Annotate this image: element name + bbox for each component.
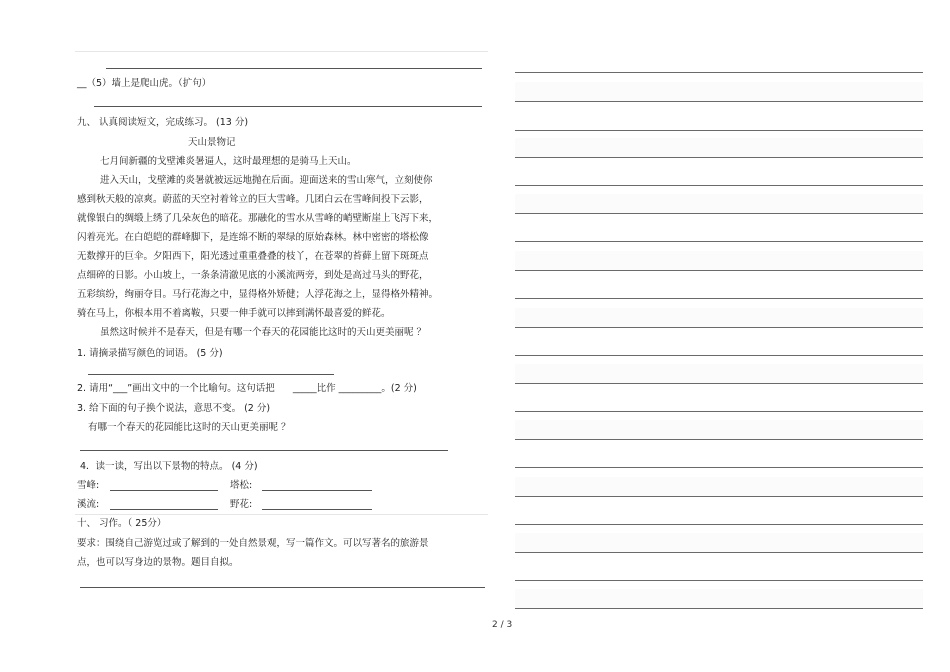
writing-line <box>515 608 923 609</box>
passage-line: 无数撑开的巨伞。夕阳西下，阳光透过重重叠叠的枝丫，在苍翠的苔藓上留下斑斑点 <box>77 251 429 262</box>
section10-heading: 十、 习作。（ 25分） <box>77 518 167 529</box>
item5-prefix: __ <box>77 78 87 89</box>
writing-line <box>515 213 923 214</box>
answer-line <box>88 374 334 375</box>
writing-line-shade <box>515 533 923 552</box>
page-number: 2 / 3 <box>492 620 513 630</box>
q2-part-b: ”画出文中的一个比喻句。这句话把 <box>127 383 275 394</box>
q2-blank2: _____ <box>292 383 317 394</box>
passage-line: 进入天山，戈壁滩的炎暑就被远远地抛在后面。迎面送来的雪山寒气，立刻使你 <box>100 175 433 186</box>
passage-line: 五彩缤纷，绚丽夺目。马行花海之中，显得格外矫健；人浮花海之上，显得格外精神。 <box>77 289 439 300</box>
writing-line-shade <box>515 251 923 270</box>
writing-line-shade <box>515 308 923 327</box>
requirement-line: 点，也可以写身边的景物。题目自拟。 <box>77 557 239 568</box>
answer-line <box>110 490 218 491</box>
writing-line-shade <box>515 420 923 439</box>
passage-line: 点细碎的日影。小山坡上，一条条清澈见底的小溪流两旁，到处是高过马头的野花， <box>77 270 429 281</box>
faint-rule <box>75 514 488 515</box>
q2-part-c: 比作 <box>316 383 336 394</box>
writing-line <box>515 185 923 186</box>
writing-line <box>515 580 923 581</box>
writing-line <box>515 467 923 468</box>
requirement-line: 要求：围绕自己游览过或了解到的一处自然景观，写一篇作文。可以写著名的旅游景 <box>77 538 429 549</box>
writing-line-shade <box>515 364 923 383</box>
writing-line <box>515 72 923 73</box>
q2-blank: ___ <box>113 383 128 394</box>
answer-line <box>94 106 482 107</box>
q4-label-wildflower: 野花: <box>230 499 253 510</box>
q4-label-stream: 溪流: <box>77 499 100 510</box>
item5-text: （5）墙上是爬山虎。（扩句） <box>86 78 212 89</box>
answer-line <box>262 509 372 510</box>
question-3: 3. 给下面的句子换个说法，意思不变。 (2 分) <box>77 403 271 414</box>
writing-line <box>515 355 923 356</box>
q2-part-d: 。(2 分) <box>381 383 417 394</box>
passage-line: 七月间新疆的戈壁滩炎暑逼人，这时最理想的是骑马上天山。 <box>100 156 357 167</box>
q4-label-pine: 塔松: <box>230 480 253 491</box>
question-2 <box>77 383 417 395</box>
q2-blank3: _________ <box>338 383 382 394</box>
writing-line-shade <box>515 194 923 213</box>
section9-heading: 九、 认真阅读短文，完成练习。 (13 分) <box>77 117 249 128</box>
writing-line <box>515 298 923 299</box>
writing-line <box>515 130 923 131</box>
writing-line <box>515 383 923 384</box>
writing-line <box>515 552 923 553</box>
writing-line-shade <box>515 138 923 157</box>
passage-line: 就像银白的绸缎上绣了几朵灰色的暗花。那融化的雪水从雪峰的峭壁断崖上飞泻下来， <box>77 213 439 224</box>
q2-part-a: 2. 请用“ <box>77 383 114 394</box>
writing-line <box>515 270 923 271</box>
writing-line <box>515 411 923 412</box>
passage-line: 闪着亮光。在白皑皑的群峰脚下，是连绵不断的翠绿的原始森林。林中密密的塔松像 <box>77 232 429 243</box>
answer-line <box>80 450 448 451</box>
answer-line <box>262 490 372 491</box>
writing-line <box>515 439 923 440</box>
writing-line <box>515 327 923 328</box>
item5-question <box>77 78 211 90</box>
writing-line <box>515 101 923 102</box>
writing-line <box>515 496 923 497</box>
answer-line <box>80 587 485 588</box>
writing-line-shade <box>515 589 923 608</box>
answer-line <box>106 68 482 69</box>
question-4: 4．读一读，写出以下景物的特点。 (4 分) <box>80 461 258 472</box>
passage-line: 感到秋天般的凉爽。蔚蓝的天空衬着耸立的巨大雪峰。几团白云在雪峰间投下云影， <box>77 194 429 205</box>
top-faint-rule <box>75 51 488 52</box>
writing-line <box>515 524 923 525</box>
answer-line <box>110 509 218 510</box>
q4-label-snow-peak: 雪峰: <box>77 480 100 491</box>
passage-title: 天山景物记 <box>188 137 236 148</box>
q3-sentence: 有哪一个春天的花园能比这时的天山更美丽呢 ？ <box>88 422 291 433</box>
question-1: 1. 请摘录描写颜色的词语。 (5 分) <box>77 348 223 359</box>
passage-line: 虽然这时候并不是春天，但是有哪一个春天的花园能比这时的天山更美丽呢 ？ <box>100 327 427 338</box>
passage-line: 骑在马上，你根本用不着离鞍，只要一伸手就可以摔到满怀最喜爱的鲜花。 <box>77 308 391 319</box>
writing-line-shade <box>515 477 923 496</box>
writing-line <box>515 241 923 242</box>
writing-line-shade <box>515 82 923 101</box>
writing-line <box>515 157 923 158</box>
